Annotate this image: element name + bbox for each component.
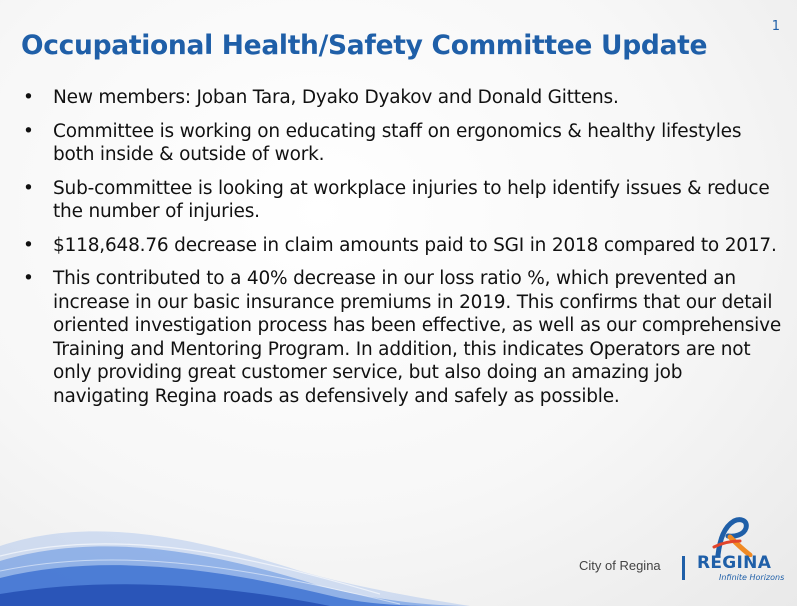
bullet-text: $118,648.76 decrease in claim amounts paid to SGI in 2018 compared to 2017. [53, 234, 777, 256]
bullet-text: This contributed to a 40% decrease in our loss ratio %, which prevented an increase in our basic insurance premiums in 2019. This confirms that our detail oriented investigation process has been effective, as well as our comprehensive Training and Mentoring Program. In addition, this indicates Operators are not only providing great customer service, but also doing an amazing job navigating Regina roads as defensively and safely as possible. [53, 268, 782, 407]
city-of-regina-label: City of Regina [579, 558, 661, 573]
bullet-item [21, 120, 783, 167]
bullet-marker: • [23, 268, 34, 289]
bullet-list [21, 86, 783, 418]
bullet-marker: • [23, 120, 34, 142]
bullet-item [21, 86, 783, 110]
regina-r-logo-icon [710, 517, 754, 557]
bullet-item [21, 267, 783, 408]
slide-number: 1 [771, 19, 780, 34]
bullet-text: Sub-committee is looking at workplace injuries to help identify issues & reduce the number of injuries. [53, 177, 770, 222]
bullet-text: Committee is working on educating staff on ergonomics & healthy lifestyles both inside & outside of work. [53, 120, 742, 165]
footer-divider [682, 556, 685, 580]
bullet-marker: • [23, 234, 34, 256]
bullet-text: New members: Joban Tara, Dyako Dyakov and Donald Gittens. [53, 87, 619, 108]
regina-logo-wordmark: REGINA [697, 553, 772, 573]
bullet-item [21, 177, 783, 224]
regina-logo-tagline: Infinite Horizons [719, 573, 785, 582]
bullet-marker: • [23, 87, 34, 108]
bullet-marker: • [23, 177, 34, 199]
bullet-item [21, 234, 783, 258]
slide-title: Occupational Health/Safety Committee Update [21, 30, 708, 61]
blue-wave-decoration-icon [0, 516, 470, 606]
